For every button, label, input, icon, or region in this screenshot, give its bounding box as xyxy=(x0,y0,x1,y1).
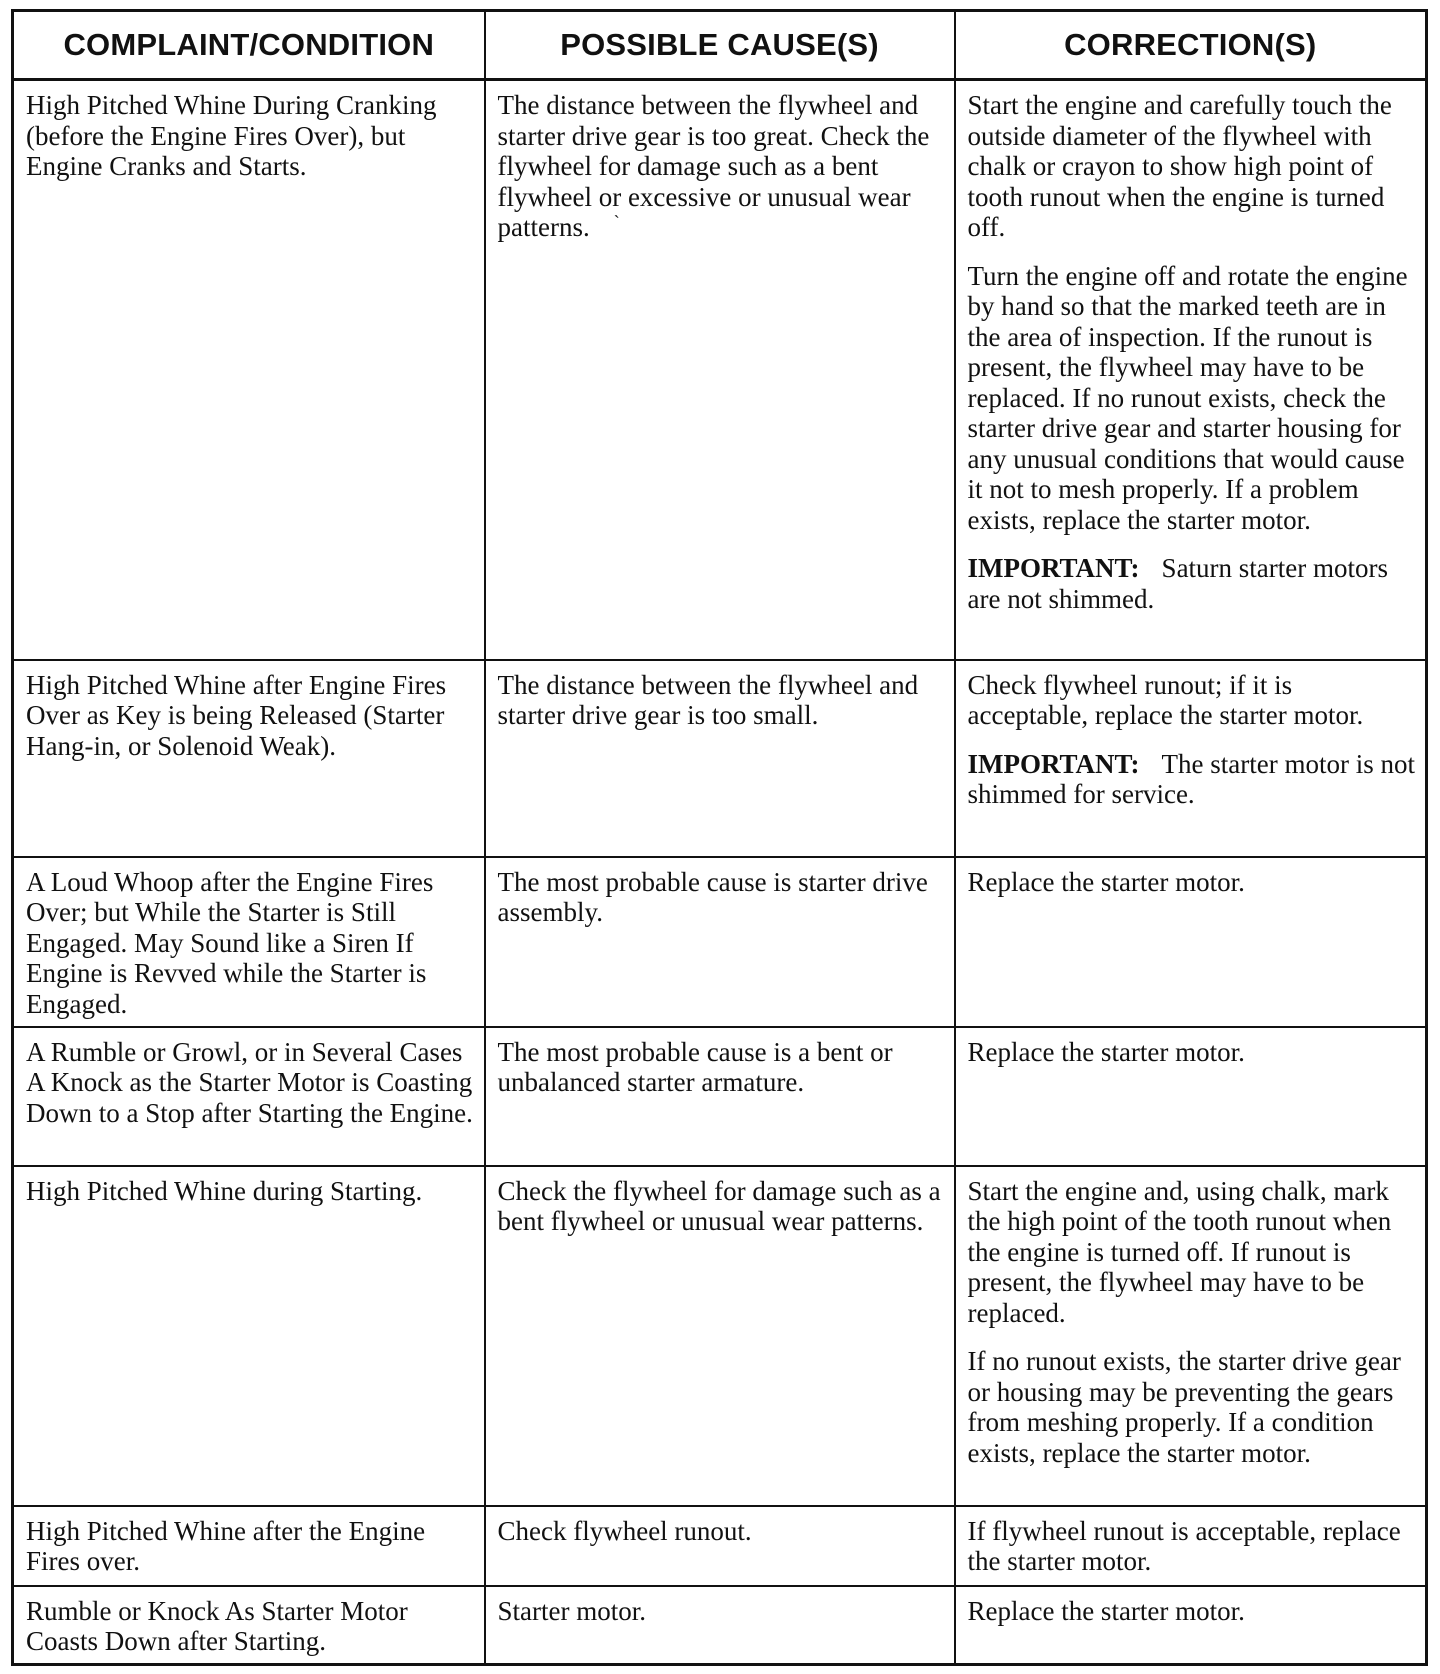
table-row xyxy=(13,1027,1427,1166)
important-label: IMPORTANT: xyxy=(967,553,1140,583)
important-text: The starter motor is not shimmed for service. xyxy=(967,748,1415,809)
complaint-cell xyxy=(13,1027,485,1166)
cause-cell xyxy=(485,660,955,857)
cause-cell xyxy=(485,1166,955,1506)
diagnosis-table xyxy=(11,9,1428,1666)
complaint-cell xyxy=(13,1166,485,1506)
cause-cell xyxy=(485,1506,955,1586)
important-text: Saturn starter motors are not shimmed. xyxy=(967,553,1389,614)
correction-text: If no runout exists, the starter drive gear or housing may be preventing the gears from meshing properly. If a condition exists, replace the starter motor. xyxy=(967,1346,1401,1468)
correction-text: Start the engine and carefully touch the outside diameter of the flywheel with chalk or crayon to show high point of tooth runout when the engine is turned off. xyxy=(967,90,1392,242)
complaint-text: High Pitched Whine During Cranking (before the Engine Fires Over), but Engine Cranks and Starts. xyxy=(26,90,437,181)
complaint-cell xyxy=(13,857,485,1027)
cause-text: The most probable cause is a bent or unbalanced starter armature. xyxy=(497,1036,893,1097)
correction-text: Replace the starter motor. xyxy=(967,1036,1245,1067)
complaint-cell xyxy=(13,660,485,857)
cause-text xyxy=(498,90,944,246)
correction-text: Replace the starter motor. xyxy=(967,866,1245,897)
header-row xyxy=(13,11,1427,80)
complaint-cell xyxy=(13,1586,485,1665)
stray-mark: ` xyxy=(613,212,620,232)
correction-text: Turn the engine off and rotate the engine by hand so that the marked teeth are in the area of inspection. If the runout is present, the flywheel may have to be replaced. If no runout exists, check the starter drive gear and starter housing for any unusual conditions that would cause it not to mesh properly. If a problem exists, replace the starter motor. xyxy=(967,260,1408,535)
correction-cell xyxy=(955,857,1427,1027)
correction-cell xyxy=(955,1586,1427,1665)
complaint-cell xyxy=(13,1506,485,1586)
cause-cell xyxy=(485,1027,955,1166)
table-row xyxy=(13,660,1427,857)
complaint-cell xyxy=(13,80,485,660)
correction-text: Replace the starter motor. xyxy=(967,1595,1245,1626)
table-row xyxy=(13,857,1427,1027)
complaint-text: High Pitched Whine after Engine Fires Over as Key is being Released (Starter Hang-in, or Solenoid Weak). xyxy=(26,669,447,761)
important-label: IMPORTANT: xyxy=(967,748,1140,779)
correction-cell xyxy=(955,80,1427,660)
table-row xyxy=(13,1506,1427,1586)
table-row xyxy=(13,1586,1427,1665)
cause-text-body: The distance between the flywheel and starter drive gear is too great. Check the flywheel for damage such as a bent flywheel or excessive or unusual wear patterns. xyxy=(497,90,930,242)
table-row xyxy=(13,1166,1427,1506)
cause-text: The most probable cause is starter drive assembly. xyxy=(497,866,928,927)
diagnosis-table-container xyxy=(11,9,1425,1666)
correction-cell xyxy=(955,1506,1427,1586)
complaint-text: A Loud Whoop after the Engine Fires Over; but While the Starter is Still Engaged. May Sound like a Siren If Engine is Revved while the Starter is Engaged. xyxy=(26,866,434,1019)
important-note xyxy=(968,553,1416,614)
cause-text: Check the flywheel for damage such as a bent flywheel or unusual wear patterns. xyxy=(497,1175,941,1236)
correction-cell xyxy=(955,1027,1427,1166)
correction-text: If flywheel runout is acceptable, replace the starter motor. xyxy=(967,1515,1401,1576)
header-cause: POSSIBLE CAUSE(S) xyxy=(485,11,955,80)
table-row xyxy=(13,80,1427,660)
correction-text: Start the engine and, using chalk, mark the high point of the tooth runout when the engine is turned off. If runout is present, the flywheel may have to be replaced. xyxy=(967,1175,1392,1328)
correction-text: Check flywheel runout; if it is acceptable, replace the starter motor. xyxy=(967,669,1364,730)
complaint-text: High Pitched Whine during Starting. xyxy=(26,1175,423,1206)
complaint-text: High Pitched Whine after the Engine Fires over. xyxy=(26,1515,426,1576)
correction-cell xyxy=(955,1166,1427,1506)
header-correction: CORRECTION(S) xyxy=(955,11,1427,80)
cause-text: Starter motor. xyxy=(497,1595,646,1626)
cause-cell xyxy=(485,80,955,660)
cause-text: The distance between the flywheel and starter drive gear is too small. xyxy=(497,669,919,730)
complaint-text: Rumble or Knock As Starter Motor Coasts Down after Starting. xyxy=(26,1595,408,1656)
important-note xyxy=(968,749,1416,810)
cause-text: Check flywheel runout. xyxy=(497,1515,752,1546)
cause-cell xyxy=(485,1586,955,1665)
correction-cell xyxy=(955,660,1427,857)
complaint-text: A Rumble or Growl, or in Several Cases A Knock as the Starter Motor is Coasting Down to a Stop after Starting the Engine. xyxy=(26,1036,473,1128)
header-complaint: COMPLAINT/CONDITION xyxy=(13,11,485,80)
cause-cell xyxy=(485,857,955,1027)
